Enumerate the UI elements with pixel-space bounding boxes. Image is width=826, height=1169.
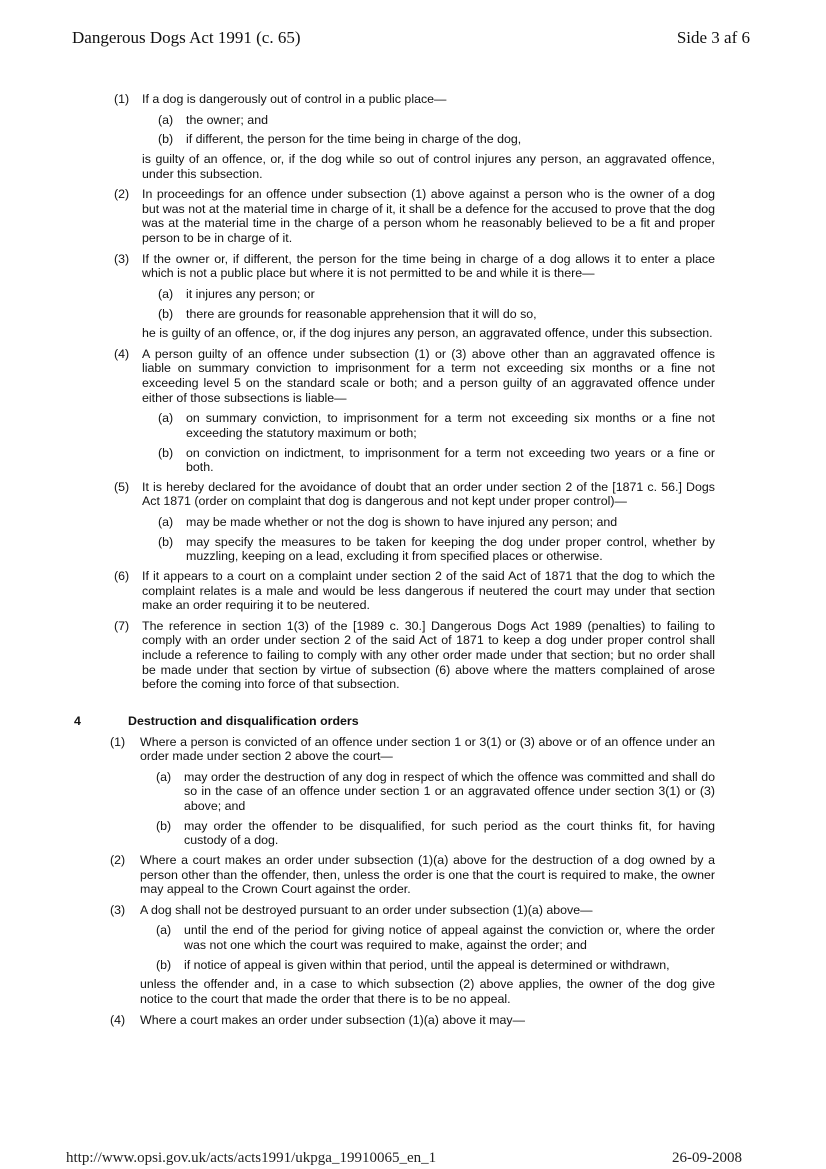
subsection-3-2 bbox=[0, 187, 826, 246]
subsection-text: Where a court makes an order under subsection (1)(a) above it may— bbox=[140, 1012, 525, 1027]
source-url: http://www.opsi.gov.uk/acts/acts1991/ukpga_19910065_en_1 bbox=[66, 1150, 437, 1166]
subsection-text: Where a person is convicted of an offence under section 1 or 3(1) or (3) above or of an offence under an order made under section 2 above the court— bbox=[140, 734, 715, 764]
paragraph-text: there are grounds for reasonable apprehension that it will do so, bbox=[186, 306, 537, 321]
paragraph-number: (b) bbox=[156, 957, 172, 972]
subsection-3-1-continuation: is guilty of an offence, or, if the dog while so out of control injures any person, an aggravated offence, under this subsection. bbox=[142, 151, 715, 181]
subsection-4-3 bbox=[0, 903, 826, 918]
subsection-3-4 bbox=[0, 347, 826, 406]
page-header bbox=[72, 28, 750, 48]
paragraph-3-5-a bbox=[0, 515, 826, 530]
print-date: 26-09-2008 bbox=[672, 1150, 742, 1166]
paragraph-text: may be made whether or not the dog is shown to have injured any person; and bbox=[186, 515, 618, 529]
paragraph-number: (a) bbox=[158, 112, 174, 127]
document-title: Dangerous Dogs Act 1991 (c. 65) bbox=[72, 28, 301, 47]
subsection-text: If it appears to a court on a complaint under section 2 of the said Act of 1871 that the dog to which the complaint relates is a male and would be less dangerous if neutered the court may under that section make an order requiring it to be neutered. bbox=[142, 568, 715, 613]
subsection-text: If a dog is dangerously out of control in a public place— bbox=[142, 92, 447, 106]
subsection-4-2 bbox=[0, 853, 826, 897]
paragraph-number: (a) bbox=[158, 286, 174, 301]
subsection-number: (4) bbox=[110, 1012, 126, 1027]
page-number: Side 3 af 6 bbox=[676, 28, 750, 47]
subsection-text: If the owner or, if different, the person for the time being in charge of a dog allows it to enter a place which is not a public place but where it is not permitted to be and while it is there— bbox=[142, 251, 715, 281]
paragraph-number: (a) bbox=[158, 411, 174, 426]
document-body bbox=[0, 92, 826, 1033]
subsection-4-3-continuation: unless the offender and, in a case to which subsection (2) above applies, the owner of the dog give notice to the court that made the order that there is to be no appeal. bbox=[140, 977, 715, 1006]
paragraph-3-4-b bbox=[0, 446, 826, 475]
section-title: Destruction and disqualification orders bbox=[128, 713, 359, 728]
paragraph-text: the owner; and bbox=[186, 112, 268, 127]
subsection-3-3 bbox=[0, 252, 826, 281]
subsection-text: It is hereby declared for the avoidance of doubt that an order under section 2 of the [1871 c. 56.] Dogs Act 1871 (order on complaint that dog is dangerous and not kept under proper control)— bbox=[142, 479, 715, 509]
paragraph-number: (b) bbox=[158, 132, 174, 147]
paragraph-text: it injures any person; or bbox=[186, 286, 315, 301]
subsection-4-1 bbox=[0, 735, 826, 764]
subsection-number: (1) bbox=[114, 92, 130, 106]
subsection-number: (1) bbox=[110, 734, 126, 749]
paragraph-text: may specify the measures to be taken for keeping the dog under proper control, whether by muzzling, keeping on a lead, excluding it from specified places or otherwise. bbox=[186, 534, 715, 564]
subsection-3-6 bbox=[0, 569, 826, 613]
section-4-heading bbox=[0, 714, 826, 729]
paragraph-number: (b) bbox=[158, 445, 174, 460]
paragraph-4-3-b bbox=[0, 958, 826, 973]
subsection-number: (6) bbox=[114, 568, 130, 583]
page-footer bbox=[66, 1150, 742, 1168]
section-number: 4 bbox=[74, 713, 81, 728]
subsection-text: A dog shall not be destroyed pursuant to an order under subsection (1)(a) above— bbox=[140, 902, 593, 917]
subsection-text: A person guilty of an offence under subsection (1) or (3) above other than an aggravated offence is liable on summary conviction to imprisonment for a term not exceeding six months or a fine not exceeding level 5 on the standard scale or both; and a person guilty of an aggravated offence under either of those subsections is liable— bbox=[142, 346, 715, 405]
paragraph-4-1-b bbox=[0, 819, 826, 848]
paragraph-3-3-b bbox=[0, 307, 826, 322]
paragraph-3-1-a bbox=[0, 113, 826, 128]
paragraph-number: (b) bbox=[158, 306, 174, 321]
subsection-text: The reference in section 1(3) of the [1989 c. 30.] Dangerous Dogs Act 1989 (penalties) to failing to comply with an order under section 2 of the said Act of 1871 to keep a dog under proper control shall include a reference to failing to comply with any other order made under that section; but no order shall be made under that section by virtue of subsection (6) above where the matters complained of arose before the coming into force of that subsection. bbox=[142, 618, 715, 692]
paragraph-text: until the end of the period for giving notice of appeal against the conviction or, where the order was not one which the court was required to make, against the order; and bbox=[184, 923, 715, 952]
paragraph-text: if notice of appeal is given within that period, until the appeal is determined or withdrawn, bbox=[184, 957, 670, 972]
subsection-number: (3) bbox=[114, 251, 130, 266]
paragraph-3-4-a bbox=[0, 411, 826, 440]
paragraph-number: (a) bbox=[158, 515, 174, 529]
paragraph-number: (a) bbox=[156, 769, 172, 784]
subsection-number: (5) bbox=[114, 479, 130, 494]
paragraph-text: may order the destruction of any dog in respect of which the offence was committed and shall do so in the case of an offence under section 1 or an aggravated offence under section 3(1) or (3) above; and bbox=[184, 769, 715, 813]
paragraph-number: (a) bbox=[156, 923, 172, 938]
subsection-3-7 bbox=[0, 619, 826, 692]
subsection-text: In proceedings for an offence under subsection (1) above against a person who is the owner of a dog but was not at the material time in charge of it, it shall be a defence for the accused to prove that the dog was at the material time in the charge of a person whom he reasonably believed to be a fit and proper person to be in charge of it. bbox=[142, 187, 715, 245]
paragraph-3-1-b bbox=[0, 132, 826, 147]
paragraph-text: if different, the person for the time being in charge of the dog, bbox=[186, 132, 522, 147]
paragraph-4-3-a bbox=[0, 923, 826, 952]
subsection-3-5 bbox=[0, 480, 826, 509]
paragraph-text: may order the offender to be disqualified, for such period as the court thinks fit, for having custody of a dog. bbox=[184, 818, 715, 848]
subsection-number: (2) bbox=[110, 852, 126, 867]
paragraph-3-3-a bbox=[0, 287, 826, 302]
subsection-3-3-continuation: he is guilty of an offence, or, if the dog injures any person, an aggravated offence, under this subsection. bbox=[142, 326, 713, 341]
paragraph-number: (b) bbox=[158, 534, 174, 549]
subsection-number: (7) bbox=[114, 618, 130, 633]
paragraph-number: (b) bbox=[156, 818, 172, 833]
subsection-number: (3) bbox=[110, 902, 126, 917]
paragraph-text: on conviction on indictment, to imprisonment for a term not exceeding two years or a fine or both. bbox=[186, 445, 715, 475]
subsection-number: (4) bbox=[114, 346, 130, 361]
subsection-3-1 bbox=[0, 92, 826, 107]
subsection-number: (2) bbox=[114, 187, 130, 202]
paragraph-3-5-b bbox=[0, 535, 826, 564]
subsection-text: Where a court makes an order under subsection (1)(a) above for the destruction of a dog owned by a person other than the offender, then, unless the order is one that the court is required to make, the owner may appeal to the Crown Court against the order. bbox=[140, 852, 715, 897]
paragraph-text: on summary conviction, to imprisonment for a term not exceeding six months or a fine not exceeding the statutory maximum or both; bbox=[186, 411, 715, 440]
subsection-4-4 bbox=[0, 1013, 826, 1028]
paragraph-4-1-a bbox=[0, 770, 826, 814]
